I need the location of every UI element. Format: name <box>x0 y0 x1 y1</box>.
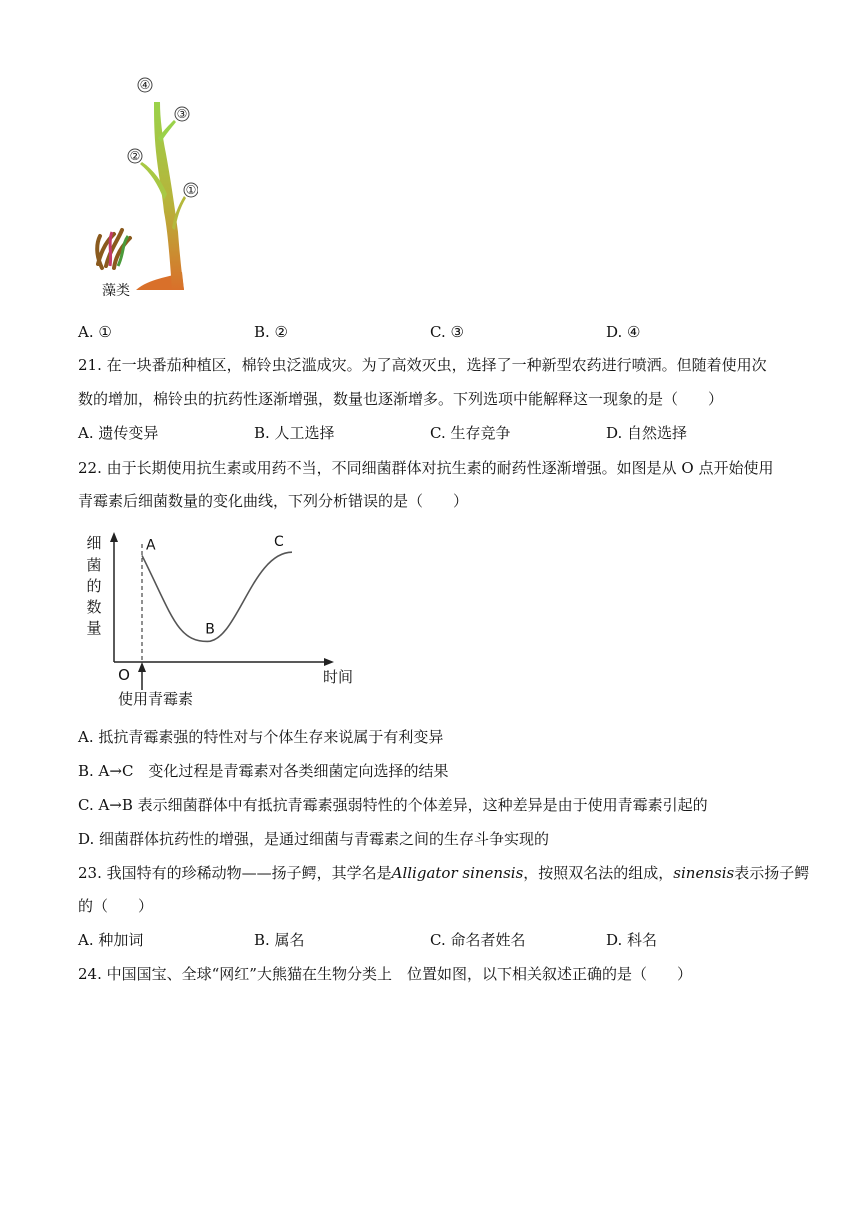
marker-1: ① <box>185 183 197 197</box>
q24-stem-line1: 24. 中国国宝、全球“网红”大熊猫在生物分类上 位置如图，以下相关叙述正确的是（ ） <box>78 965 692 983</box>
q22-stem-line2: 青霉素后细菌数量的变化曲线，下列分析错误的是（ ） <box>78 492 469 510</box>
marker-2: ② <box>129 149 141 163</box>
q23-species-epithet: sinensis <box>673 864 735 882</box>
q22-option-c[interactable]: C. A→B 表示细菌群体中有抵抗青霉素强弱特性的个体差异，这种差异是由于使用青霉素引起的 <box>78 796 708 814</box>
ylabel-char-5: 量 <box>86 619 102 637</box>
q21-option-b[interactable]: B. 人工选择 <box>254 424 335 442</box>
ylabel-char-3: 的 <box>86 577 102 595</box>
q21-option-d[interactable]: D. 自然选择 <box>606 424 688 442</box>
q20-option-a[interactable]: A. ① <box>78 323 112 341</box>
ylabel-char-2: 菌 <box>86 556 102 574</box>
q23-option-b[interactable]: B. 属名 <box>254 931 305 949</box>
q23-stem-line1 <box>78 863 809 883</box>
plant-evolution-figure <box>88 72 198 302</box>
q23-text-1: 23. 我国特有的珍稀动物——扬子鳄，其学名是 <box>78 864 392 882</box>
q23-stem-line2: 的（ ） <box>78 897 154 915</box>
q21-option-c[interactable]: C. 生存竞争 <box>430 424 511 442</box>
y-axis-arrow <box>110 532 118 542</box>
q20-option-c[interactable]: C. ③ <box>430 323 464 341</box>
q20-option-d[interactable]: D. ④ <box>606 323 641 341</box>
q23-option-a[interactable]: A. 种加词 <box>78 931 144 949</box>
algae-icon <box>97 230 130 268</box>
point-label-c: C <box>274 534 284 551</box>
penicillin-label: 使用青霉素 <box>118 690 194 708</box>
origin-label: O <box>118 666 130 684</box>
q20-option-b[interactable]: B. ② <box>254 323 289 341</box>
q23-scientific-name: Alligator sinensis <box>391 864 524 882</box>
ylabel-char-1: 细 <box>86 534 102 552</box>
penicillin-arrow-head <box>138 662 146 672</box>
q22-option-b[interactable]: B. A→C 变化过程是青霉素对各类细菌定向选择的结果 <box>78 762 449 780</box>
q22-stem-line1: 22. 由于长期使用抗生素或用药不当，不同细菌群体对抗生素的耐药性逐渐增强。如图是从 O 点开始使用 <box>78 459 774 477</box>
x-axis-label: 时间 <box>322 668 354 686</box>
bacteria-curve <box>142 552 292 641</box>
marker-3: ③ <box>176 107 188 121</box>
bacteria-count-chart <box>80 530 370 710</box>
point-label-a: A <box>146 537 156 554</box>
algae-label: 藻类 <box>102 283 130 299</box>
q21-stem-line1: 21. 在一块番茄种植区，棉铃虫泛滥成灾。为了高效灭虫，选择了一种新型农药进行喷洒。但随着使用次 <box>78 356 767 374</box>
point-label-b: B <box>205 621 215 638</box>
q23-option-d[interactable]: D. 科名 <box>606 931 658 949</box>
q23-text-2: ，按照双名法的组成， <box>523 864 674 882</box>
x-axis-arrow <box>324 658 334 666</box>
marker-4: ④ <box>139 78 151 92</box>
q22-option-d[interactable]: D. 细菌群体抗药性的增强，是通过细菌与青霉素之间的生存斗争实现的 <box>78 830 550 848</box>
q23-option-c[interactable]: C. 命名者姓名 <box>430 931 526 949</box>
q21-option-a[interactable]: A. 遗传变异 <box>78 424 159 442</box>
ylabel-char-4: 数 <box>86 598 102 616</box>
q22-option-a[interactable]: A. 抵抗青霉素强的特性对与个体生存来说属于有利变异 <box>78 728 444 746</box>
q23-text-3: 表示扬子鳄 <box>734 864 810 882</box>
q21-stem-line2: 数的增加，棉铃虫的抗药性逐渐增强，数量也逐渐增多。下列选项中能解释这一现象的是（ ） <box>78 390 724 408</box>
